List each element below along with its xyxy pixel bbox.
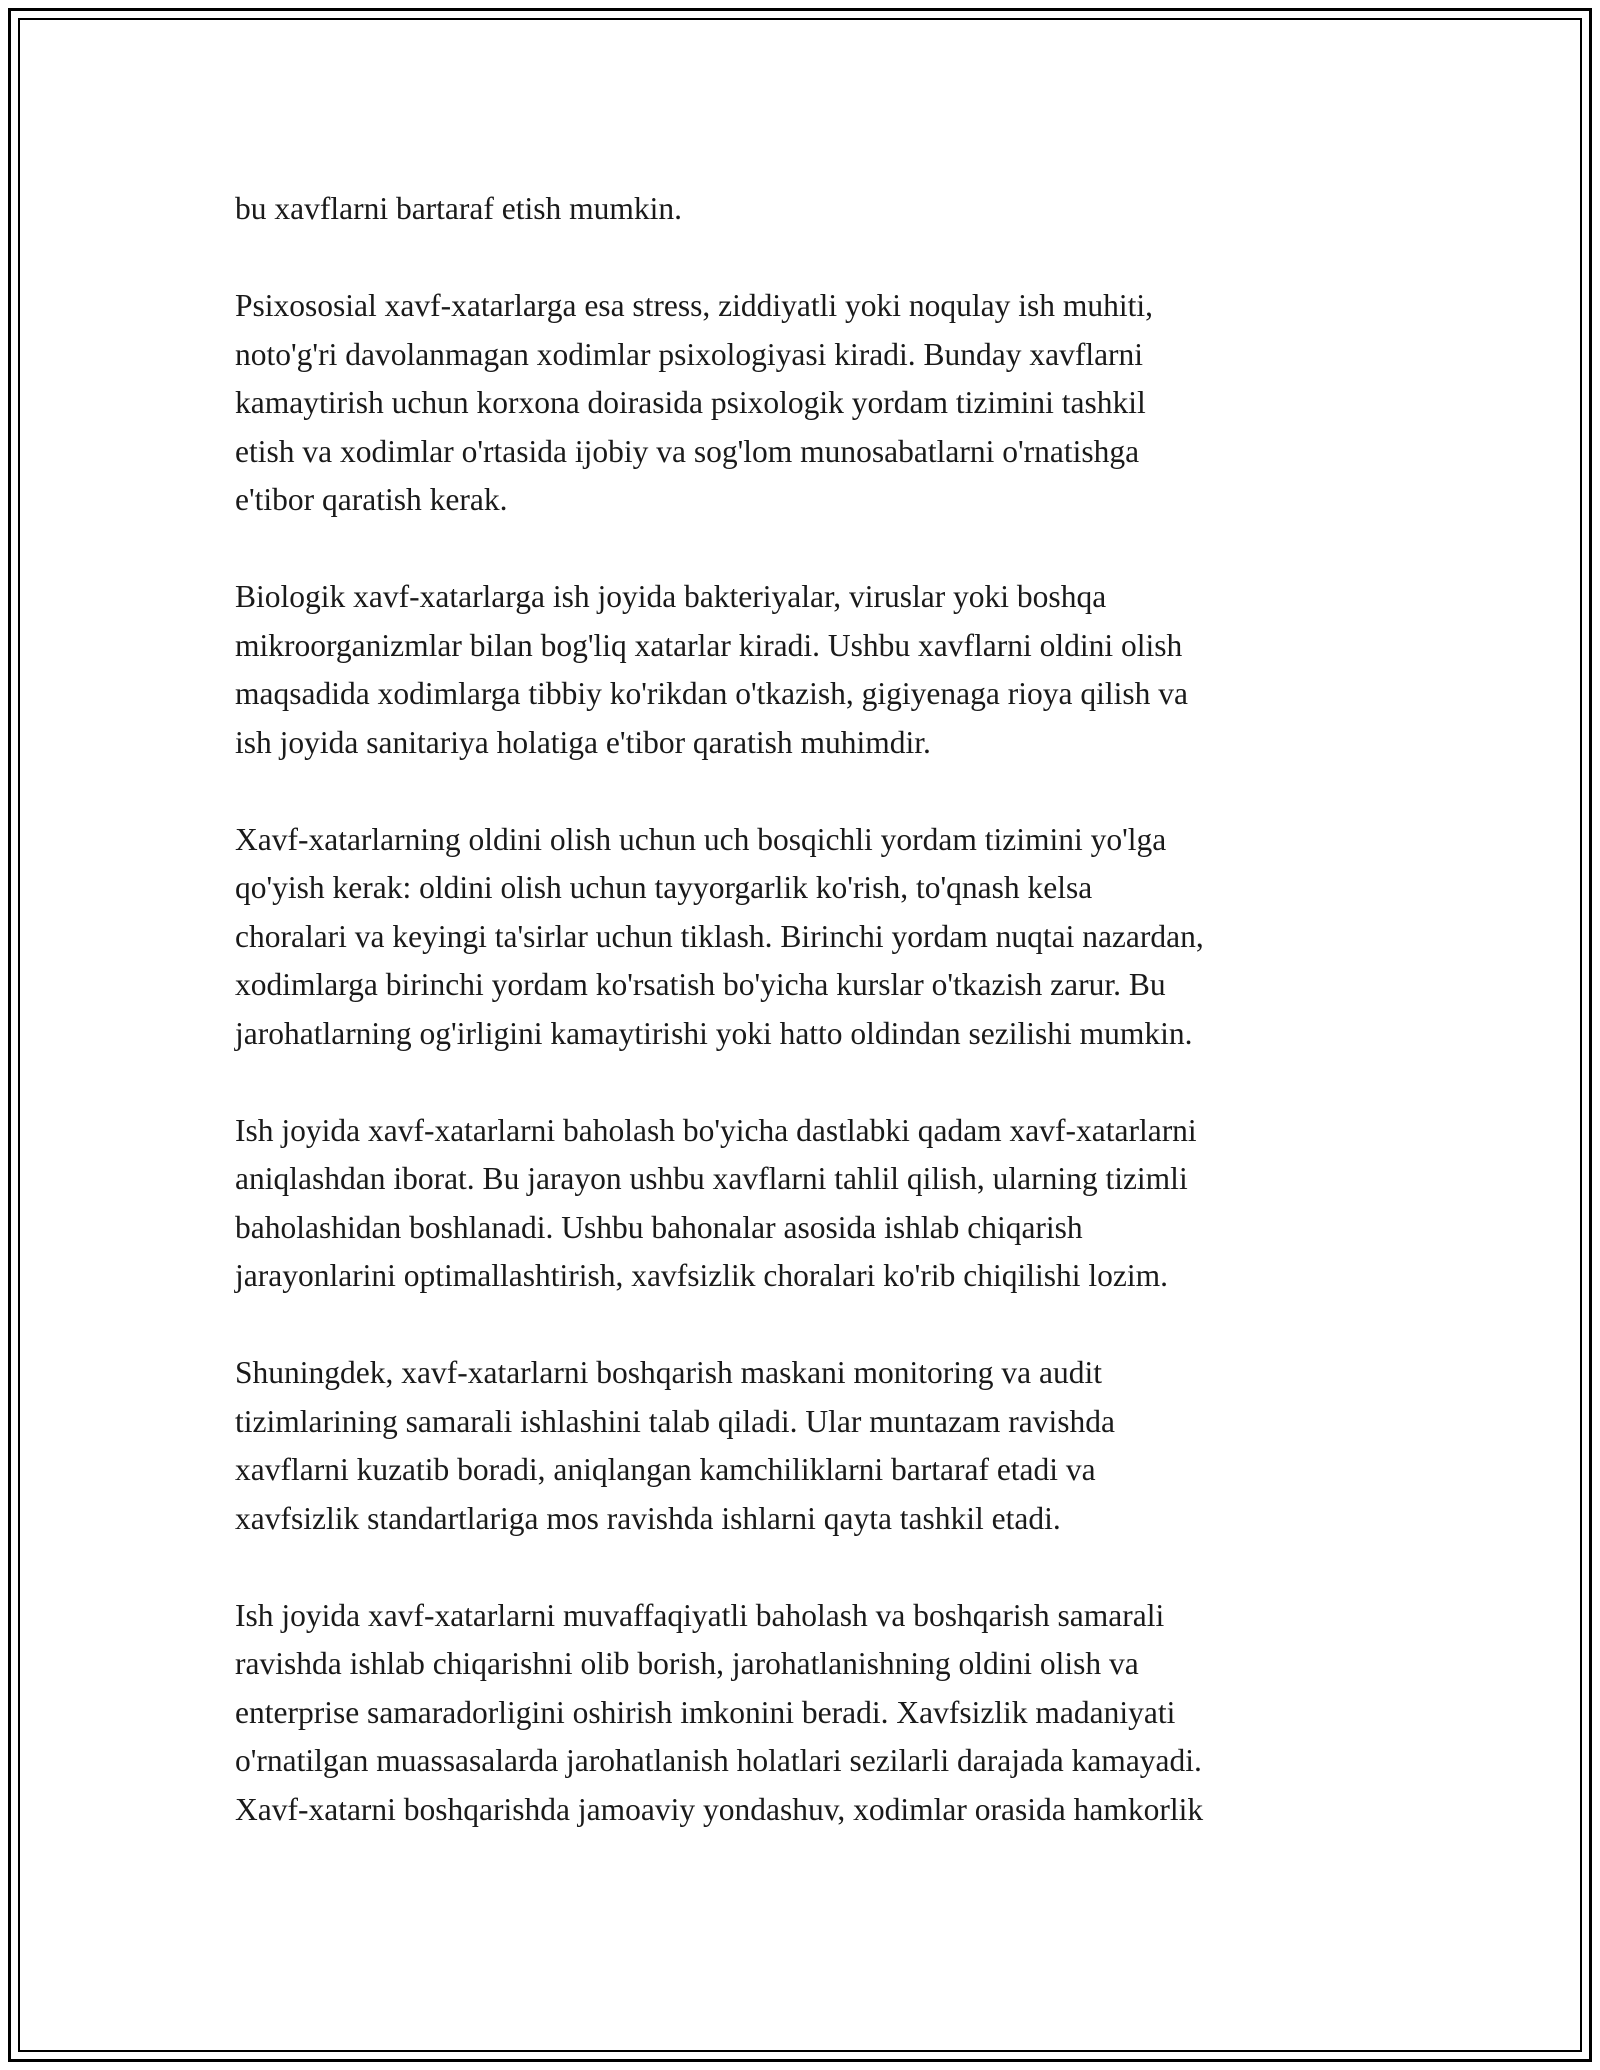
text-line: jarohatlarning og'irligini kamaytirishi yoki hatto oldindan sezilishi mumkin. (235, 1015, 1193, 1051)
text-line: xavflarni kuzatib boradi, aniqlangan kamchiliklarni bartaraf etadi va (235, 1452, 1096, 1487)
paragraph (235, 1107, 1385, 1301)
text-line: etish va xodimlar o'rtasida ijobiy va sog'lom munosabatlarni o'rnatishga (235, 433, 1140, 469)
text-line: Xavf-xatarni boshqarishda jamoaviy yondashuv, xodimlar orasida hamkorlik (235, 1791, 1204, 1827)
text-line: xavfsizlik standartlariga mos ravishda ishlarni qayta tashkil etadi. (235, 1500, 1061, 1536)
paragraph (235, 185, 1385, 234)
text-line: aniqlashdan iborat. Bu jarayon ushbu xavflarni tahlil qilish, ularning tizimli (235, 1161, 1188, 1196)
text-line: ish joyida sanitariya holatiga e'tibor qaratish muhimdir. (235, 724, 931, 760)
text-line: Psixososial xavf-xatarlarga esa stress, ziddiyatli yoki noqulay ish muhiti, (235, 288, 1154, 323)
text-line: Biologik xavf-xatarlarga ish joyida bakteriyalar, viruslar yoki boshqa (235, 579, 1107, 614)
text-line: maqsadida xodimlarga tibbiy ko'rikdan o'tkazish, gigiyenaga rioya qilish va (235, 676, 1188, 711)
text-line: o'rnatilgan muassasalarda jarohatlanish holatlari sezilarli darajada kamayadi. (235, 1743, 1202, 1778)
paragraph (235, 1592, 1385, 1835)
paragraph (235, 573, 1385, 767)
text-line: qo'yish kerak: oldini olish uchun tayyorgarlik ko'rish, to'qnash kelsa (235, 870, 1093, 905)
text-line: Shuningdek, xavf-xatarlarni boshqarish maskani monitoring va audit (235, 1355, 1102, 1390)
text-line: tizimlarining samarali ishlashini talab qiladi. Ular muntazam ravishda (235, 1403, 1116, 1439)
text-line: noto'g'ri davolanmagan xodimlar psixologiyasi kiradi. Bunday xavflarni (235, 336, 1144, 372)
text-line: Xavf-xatarlarning oldini olish uchun uch bosqichli yordam tizimini yo'lga (235, 821, 1167, 857)
text-line: e'tibor qaratish kerak. (235, 482, 508, 517)
text-line: Ish joyida xavf-xatarlarni baholash bo'yicha dastlabki qadam xavf-xatarlarni (235, 1112, 1197, 1148)
text-line: mikroorganizmlar bilan bog'liq xatarlar kiradi. Ushbu xavflarni oldini olish (235, 627, 1183, 663)
text-line: enterprise samaradorligini oshirish imkonini beradi. Xavfsizlik madaniyati (235, 1694, 1176, 1730)
text-line: kamaytirish uchun korxona doirasida psixologik yordam tizimini tashkil (235, 385, 1146, 420)
text-line: bu xavflarni bartaraf etish mumkin. (235, 191, 682, 226)
text-line: baholashidan boshlanadi. Ushbu bahonalar asosida ishlab chiqarish (235, 1209, 1083, 1245)
text-line: xodimlarga birinchi yordam ko'rsatish bo'yicha kurslar o'tkazish zarur. Bu (235, 967, 1166, 1002)
document-body (235, 185, 1385, 1883)
text-line: ravishda ishlab chiqarishni olib borish, jarohatlanishning oldini olish va (235, 1646, 1139, 1681)
text-line: jarayonlarini optimallashtirish, xavfsizlik choralari ko'rib chiqilishi lozim. (235, 1258, 1168, 1293)
text-line: choralari va keyingi ta'sirlar uchun tiklash. Birinchi yordam nuqtai nazardan, (235, 918, 1204, 954)
paragraph (235, 282, 1385, 525)
text-line: Ish joyida xavf-xatarlarni muvaffaqiyatli baholash va boshqarish samarali (235, 1597, 1165, 1633)
paragraph (235, 816, 1385, 1059)
paragraph (235, 1349, 1385, 1543)
